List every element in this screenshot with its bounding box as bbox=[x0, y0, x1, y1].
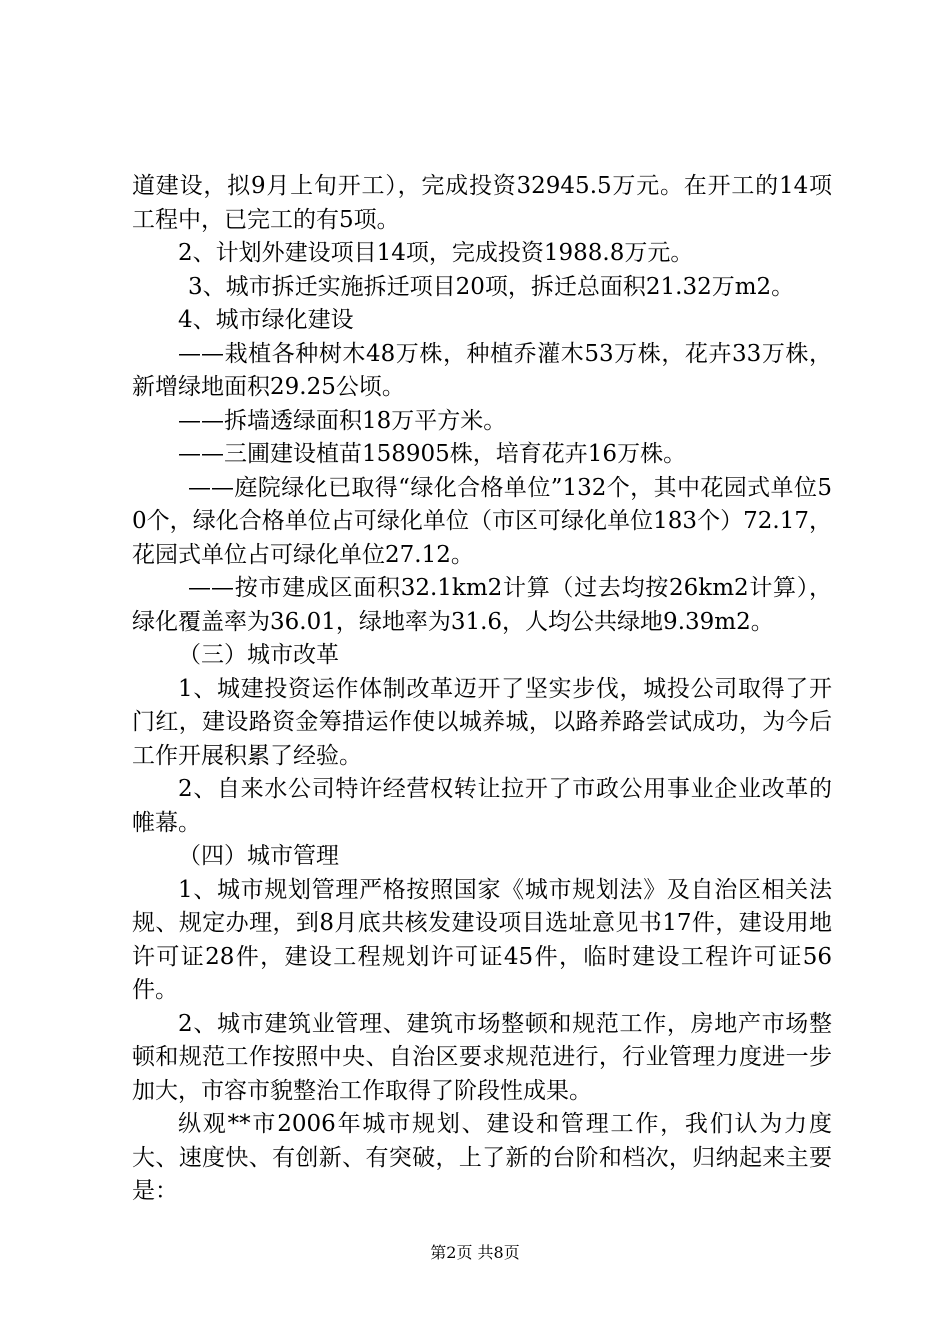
heading-city-management: （四）城市管理 bbox=[178, 843, 339, 869]
paragraph-nursery: ——三圃建设植苗158905株，培育花卉16万株。 bbox=[178, 441, 687, 467]
heading-city-reform: （三）城市改革 bbox=[178, 642, 339, 668]
paragraph-summary: 纵观**市2006年城市规划、建设和管理工作，我们认为力度大、速度快、有创新、有突破，上了新的台阶和档次，归纳起来主要是： bbox=[132, 1111, 832, 1204]
paragraph-courtyard-greening: ——庭院绿化已取得“绿化合格单位”132个，其中花园式单位50个，绿化合格单位占可绿化单位（市区可绿化单位183个）72.17，花园式单位占可绿化单位27.12。 bbox=[132, 474, 832, 568]
paragraph-unplanned-projects: 2、计划外建设项目14项，完成投资1988.8万元。 bbox=[178, 240, 694, 266]
paragraph-planning-management: 1、城市规划管理严格按照国家《城市规划法》及自治区相关法规、规定办理，到8月底共核发建设项目选址意见书17件，建设用地许可证28件，建设工程规划许可证45件，临时建设工程许可证56件。 bbox=[132, 876, 832, 1003]
paragraph-demolition: 3、城市拆迁实施拆迁项目20项，拆迁总面积21.32万m2。 bbox=[188, 273, 795, 300]
paragraph-water-company: 2、自来水公司特许经营权转让拉开了市政公用事业企业改革的帷幕。 bbox=[132, 776, 832, 836]
document-body bbox=[132, 170, 832, 1209]
paragraph-investment-reform: 1、城建投资运作体制改革迈开了坚实步伐，城投公司取得了开门红，建设路资金筹措运作使以城养城，以路养路尝试成功，为今后工作开展积累了经验。 bbox=[132, 675, 832, 769]
paragraph-wall-greening: ——拆墙透绿面积18万平方米。 bbox=[178, 407, 507, 434]
heading-greening: 4、城市绿化建设 bbox=[178, 307, 354, 333]
paragraph-tree-planting: ——栽植各种树木48万株，种植乔灌木53万株，花卉33万株，新增绿地面积29.25公顷。 bbox=[132, 340, 832, 400]
paragraph-continued-road-construction: 道建设，拟9月上旬开工），完成投资32945.5万元。在开工的14项工程中，已完工的有5项。 bbox=[132, 173, 832, 233]
paragraph-construction-management: 2、城市建筑业管理、建筑市场整顿和规范工作，房地产市场整顿和规范工作按照中央、自治区要求规范进行，行业管理力度进一步加大，市容市貌整治工作取得了阶段性成果。 bbox=[132, 1010, 832, 1104]
paragraph-green-coverage: ——按市建成区面积32.1km2计算（过去均按26km2计算），绿化覆盖率为36.01，绿地率为31.6，人均公共绿地9.39m2。 bbox=[132, 575, 832, 635]
page-number-footer: 第2页 共8页 bbox=[430, 1243, 520, 1262]
